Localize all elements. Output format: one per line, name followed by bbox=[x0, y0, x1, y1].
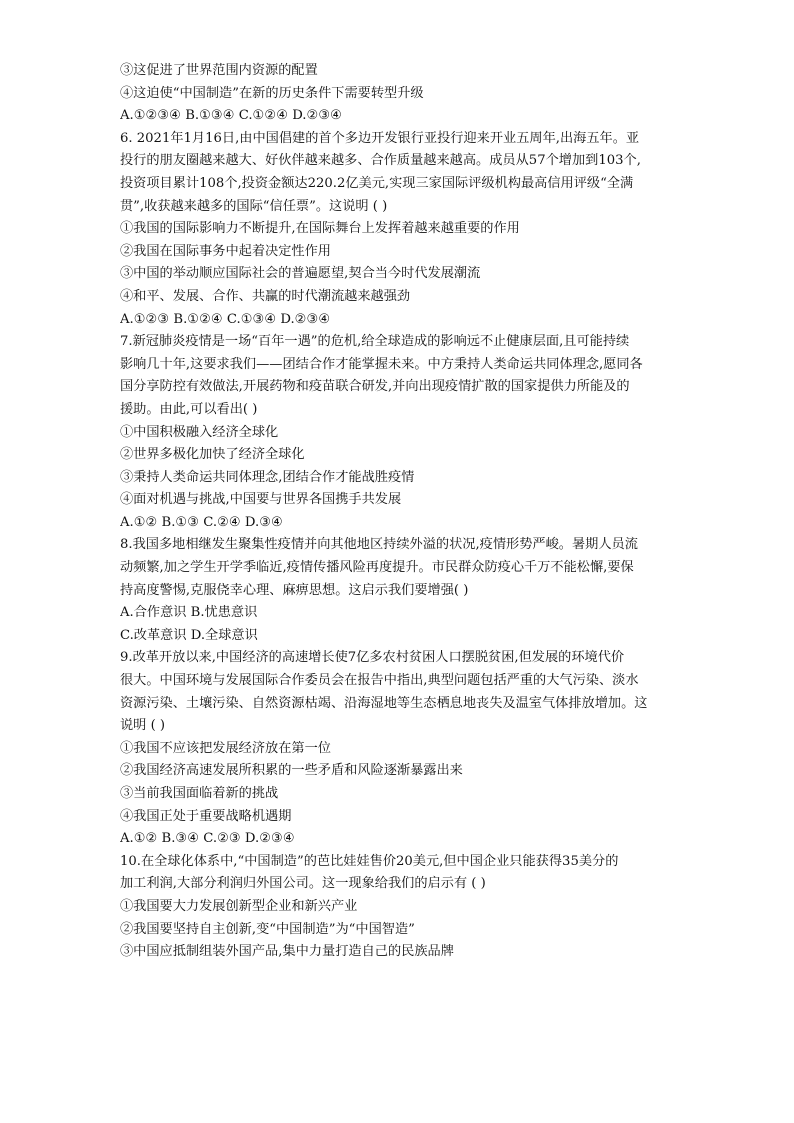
answer-choices: A.①② B.③④ C.②③ D.②③④ bbox=[120, 831, 295, 847]
question-8 bbox=[120, 534, 698, 647]
question-stem-line: 很大。中国环境与发展国际合作委员会在报告中指出,典型问题包括严重的大气污染、淡水 bbox=[120, 673, 639, 689]
option-3: ③中国的举动顺应国际社会的普遍愿望,契合当今时代发展潮流 bbox=[120, 266, 481, 282]
question-stem-line: 动频繁,加之学生开学季临近,疫情传播风险再度提升。市民群众防疫心千万不能松懈,要保 bbox=[120, 560, 634, 576]
question-stem-line: 贯”,收获越来越多的国际“信任票”。这说明 ( ) bbox=[120, 198, 388, 214]
option-4: ④我国正处于重要战略机遇期 bbox=[120, 808, 292, 824]
question-stem-line: 投资项目累计108个,投资金额达220.2亿美元,实现三家国际评级机构最高信用评级“全满 bbox=[120, 175, 634, 191]
question-stem-line: 9.改革开放以来,中国经济的高速增长使7亿多农村贫困人口摆脱贫困,但发展的环境代价 bbox=[120, 650, 625, 666]
question-stem-line: 影响几十年,这要求我们——团结合作才能掌握未来。中方秉持人类命运共同体理念,愿同各 bbox=[120, 356, 643, 372]
question-stem-line: 6. 2021年1月16日,由中国倡建的首个多边开发银行亚投行迎来开业五周年,出海五年。亚 bbox=[120, 130, 640, 146]
answer-choices: A.合作意识 B.忧患意识 bbox=[120, 605, 258, 621]
option-3: ③这促进了世界范围内资源的配置 bbox=[120, 63, 318, 78]
question-5-tail bbox=[120, 60, 698, 128]
question-9 bbox=[120, 647, 698, 850]
question-stem-line: 援助。由此,可以看出( ) bbox=[120, 401, 258, 417]
question-stem-line: 加工利润,大部分利润归外国公司。这一现象给我们的启示有 ( ) bbox=[120, 876, 486, 892]
option-1: ①我国不应该把发展经济放在第一位 bbox=[120, 740, 331, 756]
option-4: ④这迫使“中国制造”在新的历史条件下需要转型升级 bbox=[120, 85, 424, 101]
question-stem-line: 7.新冠肺炎疫情是一场“百年一遇”的危机,给全球造成的影响远不止健康层面,且可能持续 bbox=[120, 334, 630, 350]
question-6 bbox=[120, 128, 698, 331]
option-3: ③中国应抵制组装外国产品,集中力量打造自己的民族品牌 bbox=[120, 944, 454, 960]
option-1: ①中国积极融入经济全球化 bbox=[120, 424, 279, 440]
question-stem-line: 10.在全球化体系中,“中国制造”的芭比娃娃售价20美元,但中国企业只能获得35美分的 bbox=[120, 853, 619, 869]
answer-choices: C.改革意识 D.全球意识 bbox=[120, 627, 258, 643]
option-2: ②世界多极化加快了经济全球化 bbox=[120, 447, 305, 463]
option-2: ②我国要坚持自主创新,变“中国制造”为“中国智造” bbox=[120, 921, 415, 937]
option-3: ③秉持人类命运共同体理念,团结合作才能战胜疫情 bbox=[120, 469, 415, 485]
question-7 bbox=[120, 331, 698, 534]
option-4: ④面对机遇与挑战,中国要与世界各国携手共发展 bbox=[120, 492, 402, 508]
question-stem-line: 国分享防控有效做法,开展药物和疫苗联合研发,并向出现疫情扩散的国家提供力所能及的 bbox=[120, 379, 630, 395]
answer-choices: A.①②③ B.①②④ C.①③④ D.②③④ bbox=[120, 311, 331, 327]
option-3: ③当前我国面临着新的挑战 bbox=[120, 786, 279, 801]
question-stem-line: 持高度警惕,克服侥幸心理、麻痹思想。这启示我们要增强( ) bbox=[120, 582, 469, 598]
option-4: ④和平、发展、合作、共赢的时代潮流越来越强劲 bbox=[120, 288, 411, 304]
option-2: ②我国在国际事务中起着决定性作用 bbox=[120, 243, 331, 259]
option-1: ①我国要大力发展创新型企业和新兴产业 bbox=[120, 898, 358, 914]
question-stem-line: 投行的朋友圈越来越大、好伙伴越来越多、合作质量越来越高。成员从57个增加到103个, bbox=[120, 153, 641, 169]
option-1: ①我国的国际影响力不断提升,在国际舞台上发挥着越来越重要的作用 bbox=[120, 221, 520, 237]
question-stem-line: 8.我国多地相继发生聚集性疫情并向其他地区持续外溢的状况,疫情形势严峻。暑期人员流 bbox=[120, 537, 638, 553]
question-10 bbox=[120, 851, 698, 964]
option-2: ②我国经济高速发展所积累的一些矛盾和风险逐渐暴露出来 bbox=[120, 763, 463, 779]
answer-choices: A.①②③④ B.①③④ C.①②④ D.②③④ bbox=[120, 108, 342, 124]
question-stem-line: 资源污染、土壤污染、自然资源枯竭、沿海湿地等生态栖息地丧失及温室气体排放增加。这 bbox=[120, 695, 648, 711]
answer-choices: A.①② B.①③ C.②④ D.③④ bbox=[120, 514, 283, 530]
question-stem-line: 说明 ( ) bbox=[120, 718, 166, 734]
